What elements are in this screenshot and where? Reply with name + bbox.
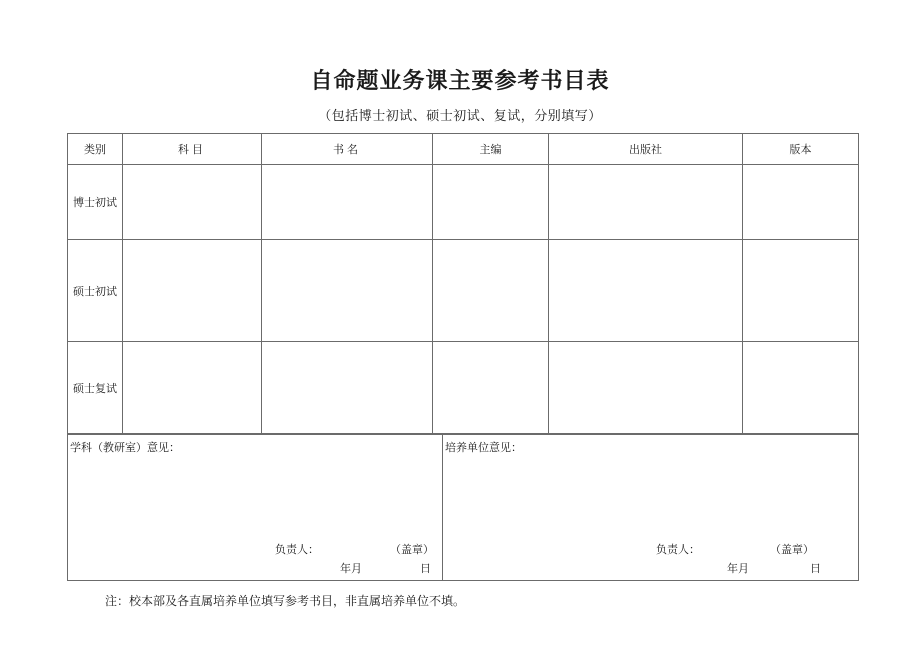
cell-editor[interactable] <box>433 240 549 342</box>
seal-label: （盖章） <box>770 543 814 556</box>
date-year-month-label: 年月 <box>727 562 749 575</box>
responsible-person-label: 负责人： <box>656 543 700 556</box>
header-publisher: 出版社 <box>549 134 743 165</box>
header-subject: 科目 <box>123 134 262 165</box>
date-day-label: 日 <box>420 562 431 575</box>
reference-book-table <box>67 133 859 434</box>
cell-subject[interactable] <box>123 165 262 240</box>
row-category-doctoral-initial: 博士初试 <box>68 165 123 240</box>
table-header-row <box>68 134 859 165</box>
cell-book-title[interactable] <box>262 342 433 434</box>
cell-book-title[interactable] <box>262 240 433 342</box>
cell-edition[interactable] <box>743 165 859 240</box>
discipline-opinion-box[interactable] <box>68 435 443 581</box>
row-category-master-retest: 硕士复试 <box>68 342 123 434</box>
cell-book-title[interactable] <box>262 165 433 240</box>
row-category-master-initial: 硕士初试 <box>68 240 123 342</box>
cell-edition[interactable] <box>743 240 859 342</box>
header-edition: 版本 <box>743 134 859 165</box>
document-subtitle: （包括博士初试、硕士初试、复试，分别填写） <box>318 109 602 124</box>
header-category: 类别 <box>68 134 123 165</box>
table-row <box>68 240 859 342</box>
cell-publisher[interactable] <box>549 165 743 240</box>
cell-editor[interactable] <box>433 165 549 240</box>
date-day-label: 日 <box>810 562 821 575</box>
table-row <box>68 342 859 434</box>
date-year-month-label: 年月 <box>340 562 362 575</box>
cell-publisher[interactable] <box>549 342 743 434</box>
header-editor: 主编 <box>433 134 549 165</box>
cell-edition[interactable] <box>743 342 859 434</box>
training-unit-opinion-label: 培养单位意见： <box>445 441 522 454</box>
responsible-person-label: 负责人： <box>275 543 319 556</box>
training-unit-opinion-box[interactable] <box>443 435 859 581</box>
opinion-table <box>67 434 859 581</box>
table-row <box>68 165 859 240</box>
cell-publisher[interactable] <box>549 240 743 342</box>
header-book-title: 书名 <box>262 134 433 165</box>
cell-subject[interactable] <box>123 240 262 342</box>
document-title: 自命题业务课主要参考书目表 <box>310 69 610 94</box>
cell-editor[interactable] <box>433 342 549 434</box>
footnote: 注：校本部及各直属培养单位填写参考书目，非直属培养单位不填。 <box>105 594 466 608</box>
seal-label: （盖章） <box>390 543 434 556</box>
cell-subject[interactable] <box>123 342 262 434</box>
discipline-opinion-label: 学科（教研室）意见： <box>70 441 180 454</box>
